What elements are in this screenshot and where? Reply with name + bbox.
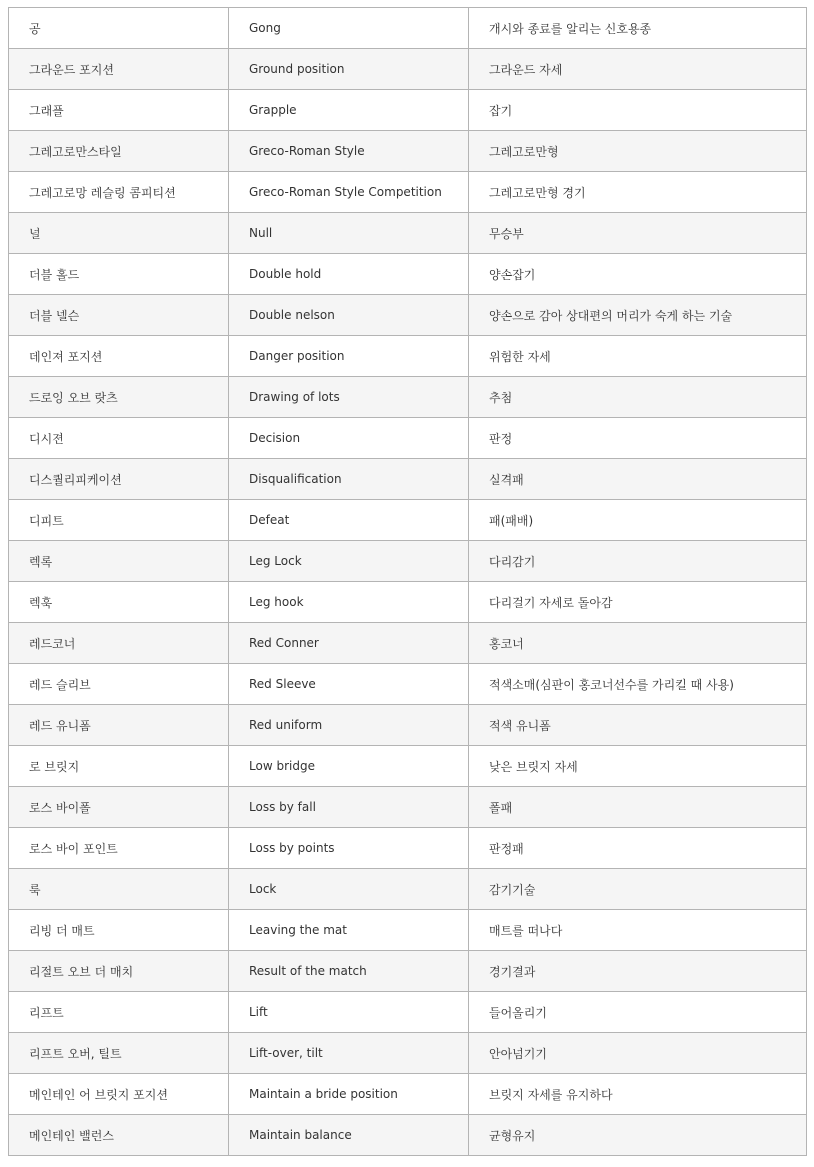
term-cell: 로스 바이 포인트 (9, 828, 229, 869)
table-row (9, 500, 807, 541)
term-cell: 디시젼 (9, 418, 229, 459)
english-cell: Double nelson (229, 295, 469, 336)
table-row (9, 295, 807, 336)
term-cell: 레드 유니폼 (9, 705, 229, 746)
english-cell: Leg Lock (229, 541, 469, 582)
table-row (9, 705, 807, 746)
meaning-cell: 판정 (469, 418, 807, 459)
english-cell: Null (229, 213, 469, 254)
english-cell: Result of the match (229, 951, 469, 992)
table-row (9, 254, 807, 295)
english-cell: Danger position (229, 336, 469, 377)
english-cell: Greco-Roman Style (229, 131, 469, 172)
english-cell: Red uniform (229, 705, 469, 746)
table-row (9, 664, 807, 705)
english-cell: Greco-Roman Style Competition (229, 172, 469, 213)
english-cell: Leg hook (229, 582, 469, 623)
meaning-cell: 실격패 (469, 459, 807, 500)
table-row (9, 8, 807, 49)
table-row (9, 992, 807, 1033)
term-cell: 룩 (9, 869, 229, 910)
english-cell: Low bridge (229, 746, 469, 787)
english-cell: Maintain a bride position (229, 1074, 469, 1115)
glossary-body (9, 8, 807, 1156)
meaning-cell: 감기기술 (469, 869, 807, 910)
table-row (9, 787, 807, 828)
meaning-cell: 위험한 자세 (469, 336, 807, 377)
english-cell: Gong (229, 8, 469, 49)
glossary-table (8, 7, 807, 1156)
meaning-cell: 들어올리기 (469, 992, 807, 1033)
term-cell: 메인테인 밸런스 (9, 1115, 229, 1156)
english-cell: Loss by points (229, 828, 469, 869)
meaning-cell: 균형유지 (469, 1115, 807, 1156)
table-row (9, 828, 807, 869)
english-cell: Leaving the mat (229, 910, 469, 951)
english-cell: Maintain balance (229, 1115, 469, 1156)
meaning-cell: 다리걸기 자세로 돌아감 (469, 582, 807, 623)
english-cell: Ground position (229, 49, 469, 90)
meaning-cell: 개시와 종료를 알리는 신호용종 (469, 8, 807, 49)
term-cell: 널 (9, 213, 229, 254)
term-cell: 레드코너 (9, 623, 229, 664)
english-cell: Loss by fall (229, 787, 469, 828)
english-cell: Lift-over, tilt (229, 1033, 469, 1074)
term-cell: 디피트 (9, 500, 229, 541)
term-cell: 더블 홀드 (9, 254, 229, 295)
term-cell: 리프트 (9, 992, 229, 1033)
english-cell: Red Conner (229, 623, 469, 664)
english-cell: Lock (229, 869, 469, 910)
term-cell: 드로잉 오브 랏츠 (9, 377, 229, 418)
term-cell: 데인져 포지션 (9, 336, 229, 377)
table-row (9, 910, 807, 951)
english-cell: Lift (229, 992, 469, 1033)
meaning-cell: 그레고로만형 (469, 131, 807, 172)
english-cell: Defeat (229, 500, 469, 541)
table-row (9, 418, 807, 459)
meaning-cell: 폴패 (469, 787, 807, 828)
term-cell: 디스퀄리피케이션 (9, 459, 229, 500)
meaning-cell: 양손잡기 (469, 254, 807, 295)
meaning-cell: 양손으로 감아 상대편의 머리가 숙게 하는 기술 (469, 295, 807, 336)
meaning-cell: 패(패배) (469, 500, 807, 541)
table-row (9, 377, 807, 418)
meaning-cell: 무승부 (469, 213, 807, 254)
meaning-cell: 판정패 (469, 828, 807, 869)
table-row (9, 49, 807, 90)
term-cell: 로 브릿지 (9, 746, 229, 787)
term-cell: 레드 슬리브 (9, 664, 229, 705)
table-row (9, 459, 807, 500)
table-row (9, 1033, 807, 1074)
meaning-cell: 매트를 떠나다 (469, 910, 807, 951)
meaning-cell: 낮은 브릿지 자세 (469, 746, 807, 787)
meaning-cell: 그라운드 자세 (469, 49, 807, 90)
table-row (9, 746, 807, 787)
english-cell: Drawing of lots (229, 377, 469, 418)
table-row (9, 131, 807, 172)
english-cell: Red Sleeve (229, 664, 469, 705)
english-cell: Decision (229, 418, 469, 459)
table-row (9, 1115, 807, 1156)
table-row (9, 213, 807, 254)
meaning-cell: 잡기 (469, 90, 807, 131)
term-cell: 리절트 오브 더 매치 (9, 951, 229, 992)
table-row (9, 582, 807, 623)
table-row (9, 541, 807, 582)
table-row (9, 623, 807, 664)
term-cell: 그라운드 포지션 (9, 49, 229, 90)
meaning-cell: 브릿지 자세를 유지하다 (469, 1074, 807, 1115)
table-row (9, 869, 807, 910)
table-row (9, 951, 807, 992)
term-cell: 그래플 (9, 90, 229, 131)
table-row (9, 172, 807, 213)
term-cell: 렉훅 (9, 582, 229, 623)
table-row (9, 336, 807, 377)
term-cell: 리프트 오버, 틸트 (9, 1033, 229, 1074)
term-cell: 공 (9, 8, 229, 49)
term-cell: 렉록 (9, 541, 229, 582)
english-cell: Grapple (229, 90, 469, 131)
meaning-cell: 적색 유니폼 (469, 705, 807, 746)
meaning-cell: 다리감기 (469, 541, 807, 582)
term-cell: 메인테인 어 브릿지 포지션 (9, 1074, 229, 1115)
meaning-cell: 경기결과 (469, 951, 807, 992)
term-cell: 로스 바이폴 (9, 787, 229, 828)
meaning-cell: 적색소매(심판이 홍코너선수를 가리킬 때 사용) (469, 664, 807, 705)
term-cell: 그레고로만스타일 (9, 131, 229, 172)
english-cell: Disqualification (229, 459, 469, 500)
term-cell: 그레고로망 레슬링 콤피티션 (9, 172, 229, 213)
meaning-cell: 안아넘기기 (469, 1033, 807, 1074)
meaning-cell: 그레고로만형 경기 (469, 172, 807, 213)
table-row (9, 90, 807, 131)
table-row (9, 1074, 807, 1115)
english-cell: Double hold (229, 254, 469, 295)
term-cell: 리빙 더 매트 (9, 910, 229, 951)
term-cell: 더블 넬슨 (9, 295, 229, 336)
meaning-cell: 추첨 (469, 377, 807, 418)
meaning-cell: 홍코너 (469, 623, 807, 664)
